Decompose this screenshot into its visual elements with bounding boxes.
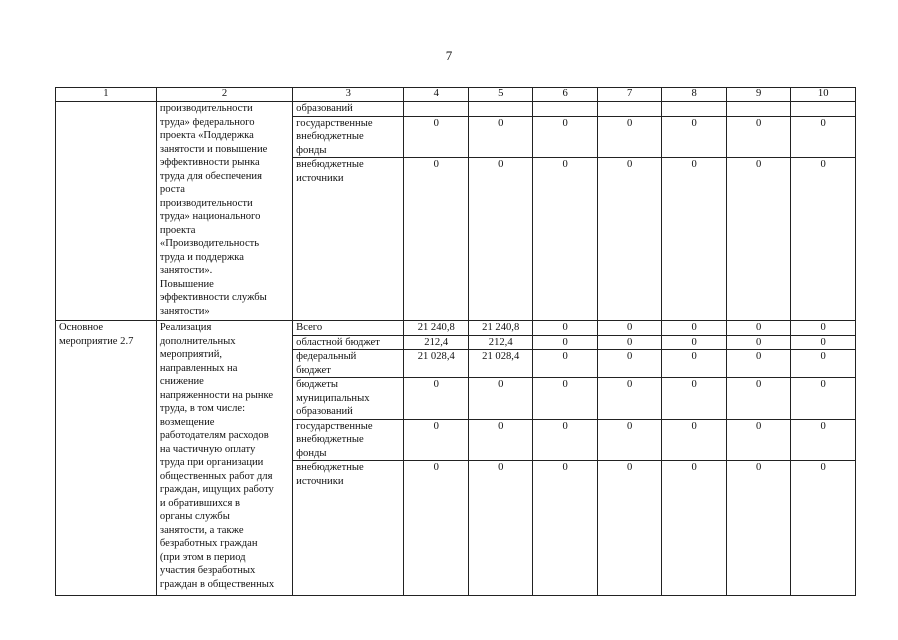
text-line: «Производительность [159, 238, 260, 249]
value-cell: 0 [597, 335, 661, 350]
value-cell [597, 102, 661, 117]
text-line: труда, в том числе: [159, 403, 246, 414]
activity-cell [156, 321, 292, 596]
funding-source-cell [293, 321, 404, 336]
text-line: на частичную оплату [159, 443, 256, 455]
text-line: внебюджетные [296, 434, 364, 445]
text-line: эффективности рынка [159, 157, 260, 168]
text-line: фонды [296, 144, 327, 156]
text-line: общественных работ для [159, 470, 273, 482]
text-line: труда» федерального [159, 116, 255, 128]
value-cell: 0 [597, 350, 661, 378]
text-line: граждан в общественных [159, 578, 275, 590]
value-cell: 0 [404, 378, 468, 420]
text-line: занятости» [159, 305, 210, 317]
text-line: эффективности службы [159, 292, 267, 303]
value-cell: 0 [533, 335, 597, 350]
text-line: занятости, а также [159, 524, 244, 536]
value-cell: 212,4 [404, 335, 468, 350]
text-line: возмещение [159, 416, 215, 428]
text-line: государственные [296, 420, 373, 432]
text-line: внебюджетные [296, 462, 364, 473]
column-header: 8 [662, 88, 726, 102]
value-cell: 0 [533, 378, 597, 420]
text-line: и обратившихся в [159, 497, 240, 509]
value-cell [404, 102, 468, 117]
text-line: бюджет [296, 364, 331, 376]
value-cell: 21 240,8 [468, 321, 532, 336]
column-header: 9 [726, 88, 790, 102]
value-cell: 0 [662, 350, 726, 378]
value-cell: 0 [726, 321, 790, 336]
event-name-cell [56, 321, 157, 596]
funding-source-cell [293, 335, 404, 350]
text-line: труда» национального [159, 211, 261, 222]
text-line: труда для обеспечения [159, 170, 262, 182]
text-line: источники [296, 475, 344, 487]
value-cell: 0 [468, 158, 532, 321]
activity-cell [156, 102, 292, 321]
value-cell: 0 [662, 461, 726, 596]
value-cell: 0 [468, 419, 532, 461]
funding-source-cell [293, 419, 404, 461]
text-line: фонды [296, 447, 327, 459]
value-cell [468, 102, 532, 117]
funding-source-cell [293, 461, 404, 596]
value-cell: 0 [726, 378, 790, 420]
value-cell: 0 [533, 419, 597, 461]
value-cell: 0 [791, 419, 856, 461]
funding-source-cell [293, 158, 404, 321]
value-cell: 0 [726, 350, 790, 378]
text-line: работодателям расходов [159, 430, 269, 441]
text-line: роста [159, 184, 185, 195]
text-line: направленных на [159, 362, 238, 374]
text-line: мероприятий, [159, 349, 223, 360]
value-cell: 0 [404, 158, 468, 321]
text-line: образований [296, 103, 353, 114]
value-cell: 21 240,8 [404, 321, 468, 336]
value-cell: 212,4 [468, 335, 532, 350]
table-row [56, 321, 856, 336]
value-cell: 0 [726, 335, 790, 350]
text-line: дополнительных [159, 335, 236, 347]
column-header: 2 [156, 88, 292, 102]
funding-source-cell [293, 102, 404, 117]
text-line: областной бюджет [296, 336, 380, 348]
value-cell: 0 [662, 335, 726, 350]
funding-source-cell [293, 350, 404, 378]
value-cell: 0 [404, 461, 468, 596]
event-name-cell [56, 102, 157, 321]
value-cell: 0 [468, 116, 532, 158]
text-line: муниципальных [296, 392, 370, 404]
column-header: 3 [293, 88, 404, 102]
table-row [56, 102, 856, 117]
value-cell: 21 028,4 [404, 350, 468, 378]
value-cell: 0 [726, 419, 790, 461]
text-line: образований [296, 406, 353, 417]
value-cell: 0 [791, 461, 856, 596]
text-line: напряженности на рынке [159, 389, 274, 401]
text-line: бюджеты [296, 379, 338, 390]
text-line: государственные [296, 117, 373, 129]
value-cell: 0 [726, 158, 790, 321]
value-cell: 21 028,4 [468, 350, 532, 378]
value-cell: 0 [726, 461, 790, 596]
value-cell: 0 [468, 461, 532, 596]
column-header: 1 [56, 88, 157, 102]
value-cell: 0 [533, 350, 597, 378]
value-cell: 0 [533, 461, 597, 596]
value-cell: 0 [468, 378, 532, 420]
value-cell: 0 [791, 378, 856, 420]
value-cell: 0 [597, 158, 661, 321]
column-header: 10 [791, 88, 856, 102]
value-cell: 0 [662, 378, 726, 420]
text-line: органы службы [159, 511, 230, 522]
value-cell [533, 102, 597, 117]
text-line: производительности [159, 103, 253, 114]
value-cell: 0 [404, 419, 468, 461]
value-cell [726, 102, 790, 117]
text-line: (при этом в период [159, 551, 246, 563]
funding-source-cell [293, 378, 404, 420]
value-cell: 0 [662, 321, 726, 336]
value-cell: 0 [791, 350, 856, 378]
text-line: Повышение [159, 278, 214, 290]
value-cell: 0 [533, 116, 597, 158]
text-line: внебюджетные [296, 131, 364, 142]
text-line: внебюджетные [296, 159, 364, 170]
value-cell: 0 [597, 116, 661, 158]
value-cell: 0 [597, 378, 661, 420]
value-cell: 0 [791, 321, 856, 336]
text-line: труда и поддержка [159, 251, 244, 263]
value-cell: 0 [404, 116, 468, 158]
value-cell: 0 [533, 158, 597, 321]
text-line: безработных граждан [159, 538, 258, 549]
text-line: участия безработных [159, 565, 256, 576]
value-cell: 0 [791, 335, 856, 350]
text-line: граждан, ищущих работу [159, 484, 274, 495]
value-cell: 0 [597, 461, 661, 596]
text-line: проекта [159, 224, 196, 236]
text-line: Реализация [159, 322, 212, 333]
column-header: 4 [404, 88, 468, 102]
text-line: занятости». [159, 265, 213, 276]
value-cell: 0 [662, 419, 726, 461]
column-header: 6 [533, 88, 597, 102]
value-cell: 0 [662, 158, 726, 321]
value-cell: 0 [726, 116, 790, 158]
text-line: труда при организации [159, 457, 264, 468]
text-line: мероприятие 2.7 [59, 335, 134, 347]
text-line: Всего [296, 322, 323, 333]
page-number: 7 [445, 48, 453, 63]
text-line: проекта «Поддержка [159, 130, 254, 141]
text-line: занятости и повышение [159, 143, 268, 155]
text-line: источники [296, 172, 344, 184]
value-cell [791, 102, 856, 117]
text-line: производительности [159, 197, 253, 209]
text-line: федеральный [296, 351, 357, 362]
value-cell: 0 [791, 116, 856, 158]
value-cell: 0 [533, 321, 597, 336]
column-header: 5 [468, 88, 532, 102]
value-cell: 0 [597, 321, 661, 336]
text-line: снижение [159, 376, 204, 387]
text-line: Основное [59, 322, 104, 333]
header-row [56, 88, 856, 102]
value-cell: 0 [791, 158, 856, 321]
value-cell: 0 [662, 116, 726, 158]
value-cell [662, 102, 726, 117]
column-header: 7 [597, 88, 661, 102]
funding-source-cell [293, 116, 404, 158]
budget-table [55, 87, 856, 596]
value-cell: 0 [597, 419, 661, 461]
